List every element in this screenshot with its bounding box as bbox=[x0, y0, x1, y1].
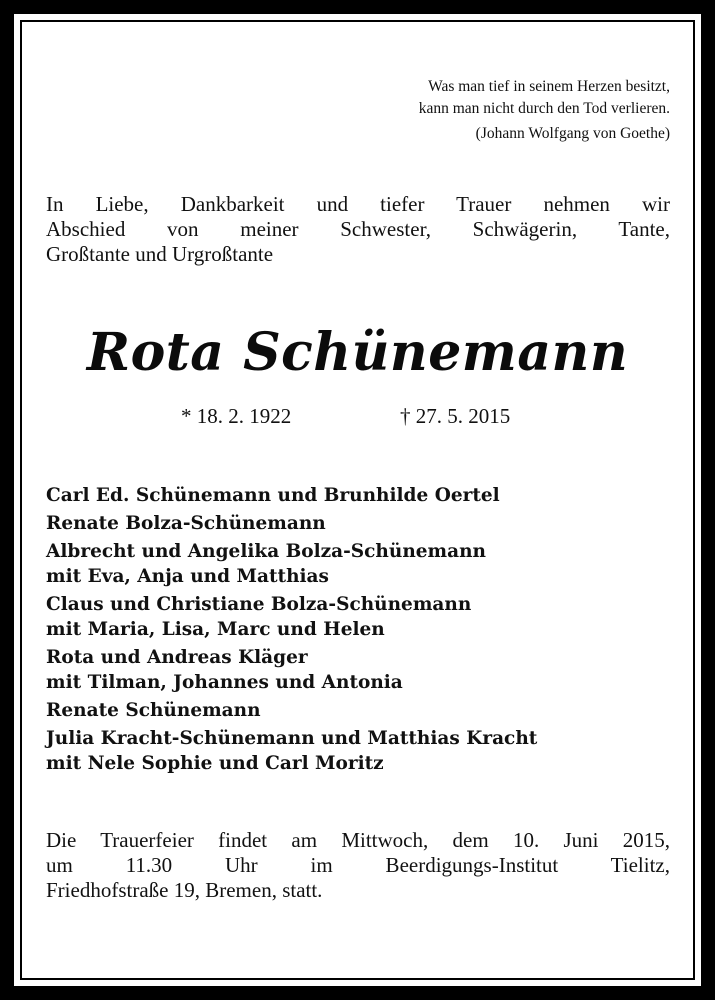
mourner-entry bbox=[46, 645, 670, 695]
goethe-quote bbox=[419, 76, 670, 145]
mourner-line: Carl Ed. Schünemann und Brunhilde Oertel bbox=[46, 485, 500, 506]
mourner-line: mit Nele Sophie und Carl Moritz bbox=[46, 753, 384, 774]
mourner-line: mit Eva, Anja und Matthias bbox=[46, 566, 329, 587]
quote-line: kann man nicht durch den Tod verlieren. bbox=[418, 100, 670, 117]
intro-line: Abschied von meiner Schwester, Schwägerin, Tante, bbox=[46, 217, 670, 241]
mourner-line: Renate Bolza-Schünemann bbox=[46, 513, 326, 534]
quote-line: Was man tief in seinem Herzen besitzt, bbox=[428, 78, 670, 95]
intro-line: Großtante und Urgroßtante bbox=[46, 242, 274, 266]
intro-line: In Liebe, Dankbarkeit und tiefer Trauer nehmen wir bbox=[46, 192, 670, 216]
mourner-entry bbox=[46, 539, 670, 589]
mourner-entry bbox=[46, 511, 670, 536]
service-line: Die Trauerfeier findet am Mittwoch, dem 10. Juni 2015, bbox=[46, 828, 670, 852]
mourners-list bbox=[46, 483, 670, 779]
birth-date: * 18. 2. 1922 bbox=[181, 404, 292, 428]
mourner-line: mit Tilman, Johannes und Antonia bbox=[46, 672, 403, 693]
mourner-line: Julia Kracht-Schünemann und Matthias Kracht bbox=[46, 728, 538, 749]
service-line: um 11.30 Uhr im Beerdigungs-Institut Tielitz, bbox=[46, 853, 670, 877]
mourner-entry bbox=[46, 698, 670, 723]
mourner-line: Rota und Andreas Kläger bbox=[46, 647, 308, 668]
intro-text bbox=[46, 192, 670, 267]
funeral-service-info bbox=[46, 828, 670, 903]
mourner-line: Renate Schünemann bbox=[46, 700, 261, 721]
deceased-name: Rota Schünemann bbox=[86, 322, 629, 383]
mourner-line: Albrecht und Angelika Bolza-Schünemann bbox=[46, 541, 487, 562]
service-line: Friedhofstraße 19, Bremen, statt. bbox=[46, 878, 323, 902]
mourner-line: mit Maria, Lisa, Marc und Helen bbox=[46, 619, 385, 640]
mourner-line: Claus und Christiane Bolza-Schünemann bbox=[46, 594, 472, 615]
mourner-entry bbox=[46, 592, 670, 642]
quote-author: (Johann Wolfgang von Goethe) bbox=[475, 125, 670, 142]
mourner-entry bbox=[46, 726, 670, 776]
mourner-entry bbox=[46, 483, 670, 508]
death-date: † 27. 5. 2015 bbox=[400, 404, 511, 428]
